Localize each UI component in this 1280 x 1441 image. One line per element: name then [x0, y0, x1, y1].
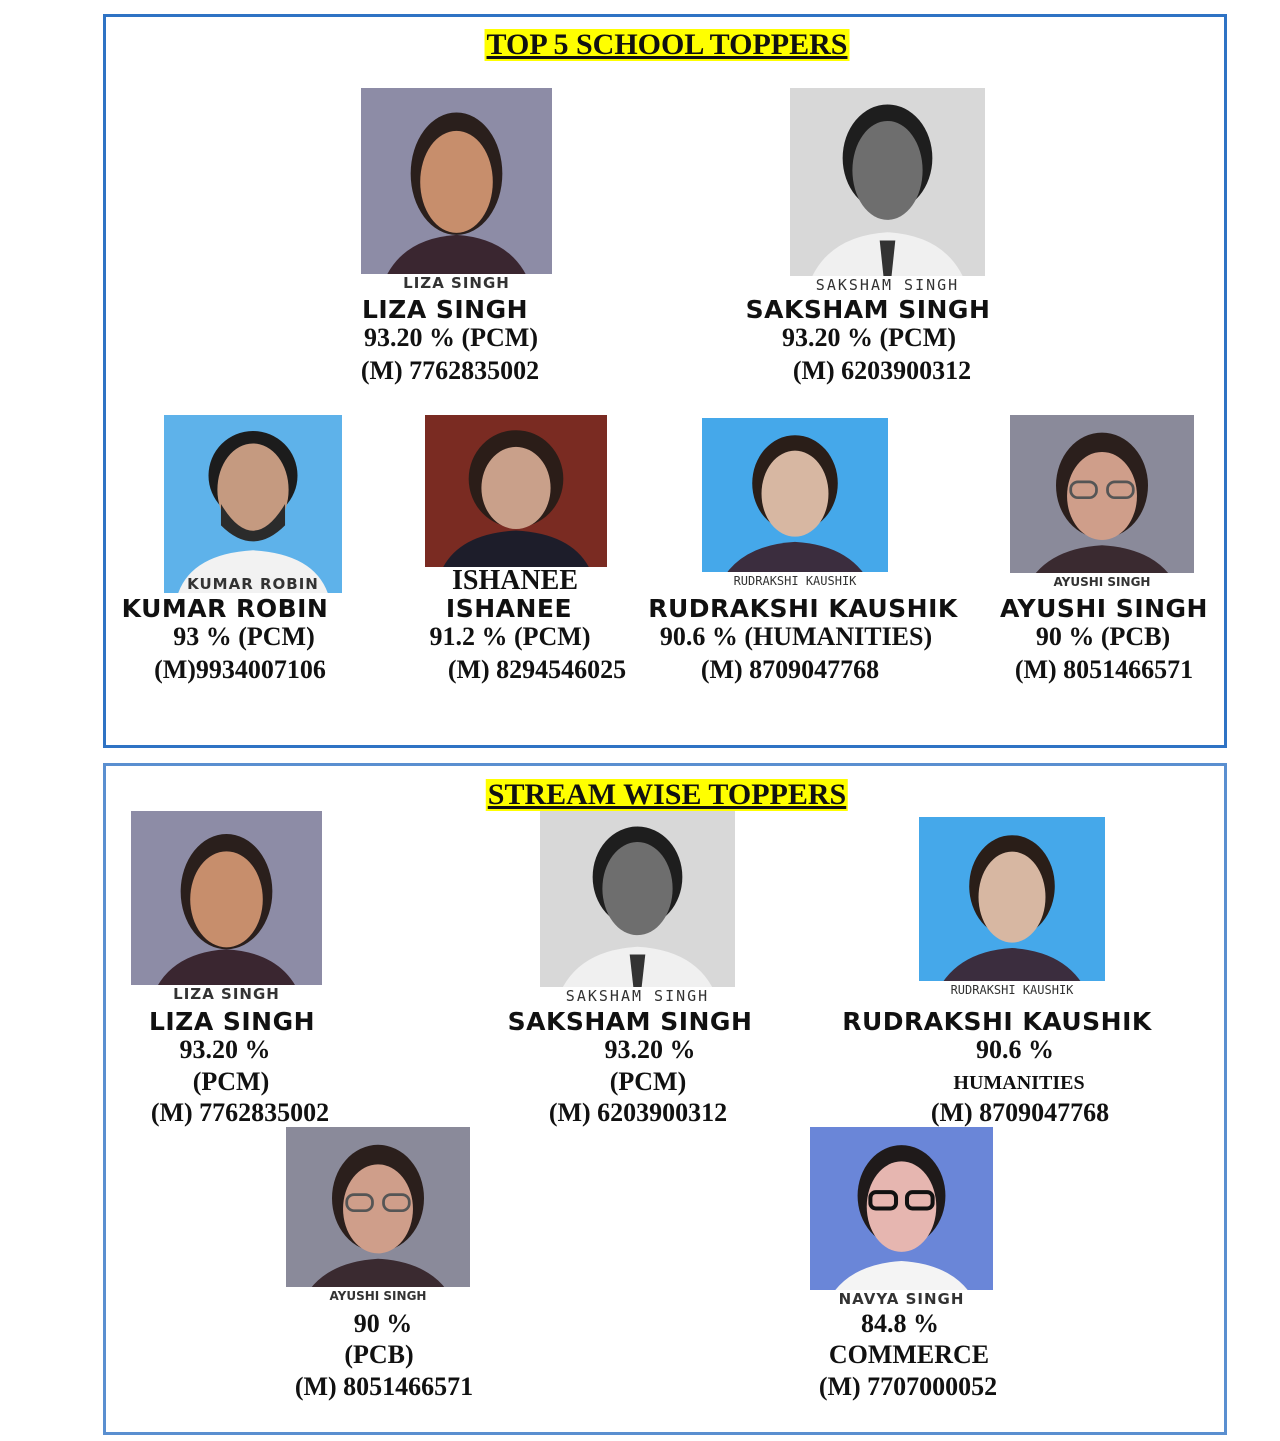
photo-caption: SAKSHAM SINGH — [540, 987, 735, 1005]
person-silhouette-icon — [810, 1127, 993, 1308]
topper-score: 93.20 % — [604, 1035, 696, 1064]
photo-caption: AYUSHI SINGH — [286, 1287, 470, 1305]
person-silhouette-icon — [164, 415, 342, 593]
topper-score: 90.6 % — [976, 1035, 1054, 1064]
topper-mobile: (M) 8709047768 — [930, 1098, 1110, 1127]
photo-caption: KUMAR ROBIN — [187, 575, 319, 593]
person-silhouette-icon — [361, 88, 552, 292]
topper-mobile: (M) 7707000052 — [818, 1372, 998, 1401]
topper-name: LIZA SINGH — [361, 295, 529, 324]
topper-photo — [286, 1127, 470, 1305]
topper-score: 90 % — [353, 1309, 413, 1338]
topper-score: 93.20 % (PCM) — [363, 323, 539, 352]
topper-mobile: (M)9934007106 — [154, 655, 326, 684]
topper-mobile: (M) 8709047768 — [700, 655, 880, 684]
topper-mobile: (M) 8294546025 — [447, 655, 627, 684]
topper-mobile: (M) 6203900312 — [548, 1098, 728, 1127]
person-silhouette-icon — [540, 811, 735, 1005]
photo-caption: RUDRAKSHI KAUSHIK — [702, 572, 888, 590]
photo-caption: NAVYA SINGH — [810, 1290, 993, 1308]
topper-name: AYUSHI SINGH — [1000, 594, 1208, 623]
person-silhouette-icon — [790, 88, 985, 294]
topper-stream: HUMANITIES — [953, 1072, 1085, 1094]
topper-photo — [1010, 415, 1194, 591]
photo-caption: AYUSHI SINGH — [1010, 573, 1194, 591]
topper-photo — [702, 418, 888, 590]
topper-name: RUDRAKSHI KAUSHIK — [842, 1007, 1152, 1036]
person-silhouette-icon — [131, 811, 322, 1003]
topper-stream: (PCM) — [192, 1067, 270, 1096]
topper-name: RUDRAKSHI KAUSHIK — [648, 594, 958, 623]
topper-score: 93.20 % — [179, 1035, 271, 1064]
person-silhouette-icon — [702, 418, 888, 590]
photo-caption: RUDRAKSHI KAUSHIK — [919, 981, 1105, 999]
topper-mobile: (M) 6203900312 — [792, 356, 972, 385]
topper-name: SAKSHAM SINGH — [507, 1007, 753, 1036]
topper-name: ISHANEE — [445, 594, 573, 623]
topper-mobile: (M) 7762835002 — [150, 1098, 330, 1127]
topper-score: 90 % (PCB) — [1035, 622, 1171, 651]
topper-photo — [540, 811, 735, 1005]
topper-photo — [919, 817, 1105, 999]
topper-mobile: (M) 8051466571 — [1014, 655, 1194, 684]
topper-photo — [131, 811, 322, 1003]
topper-stream: (PCM) — [609, 1067, 687, 1096]
topper-photo — [361, 88, 552, 292]
topper-score: 91.2 % (PCM) — [429, 622, 591, 651]
person-silhouette-icon — [1010, 415, 1194, 591]
topper-photo — [164, 415, 342, 593]
topper-score: 90.6 % (HUMANITIES) — [659, 622, 933, 651]
topper-score: 93.20 % (PCM) — [781, 323, 957, 352]
topper-name: SAKSHAM SINGH — [745, 295, 991, 324]
topper-photo — [810, 1127, 993, 1308]
top-toppers-heading: TOP 5 SCHOOL TOPPERS — [486, 28, 848, 61]
topper-stream: (PCB) — [344, 1340, 414, 1369]
person-silhouette-icon — [425, 415, 607, 567]
photo-caption: LIZA SINGH — [131, 985, 322, 1003]
photo-caption: SAKSHAM SINGH — [790, 276, 985, 294]
topper-stream: COMMERCE — [828, 1340, 990, 1369]
topper-score: 93 % (PCM) — [173, 622, 315, 651]
topper-mobile: (M) 7762835002 — [360, 356, 540, 385]
topper-name: KUMAR ROBIN — [121, 594, 329, 623]
topper-name: LIZA SINGH — [148, 1007, 316, 1036]
photo-caption: LIZA SINGH — [361, 274, 552, 292]
photo-caption: ISHANEE — [451, 565, 579, 596]
topper-mobile: (M) 8051466571 — [294, 1372, 474, 1401]
person-silhouette-icon — [286, 1127, 470, 1305]
topper-photo — [790, 88, 985, 294]
topper-score: 84.8 % — [861, 1309, 939, 1338]
person-silhouette-icon — [919, 817, 1105, 999]
topper-photo — [425, 415, 607, 567]
stream-toppers-heading: STREAM WISE TOPPERS — [487, 778, 847, 811]
